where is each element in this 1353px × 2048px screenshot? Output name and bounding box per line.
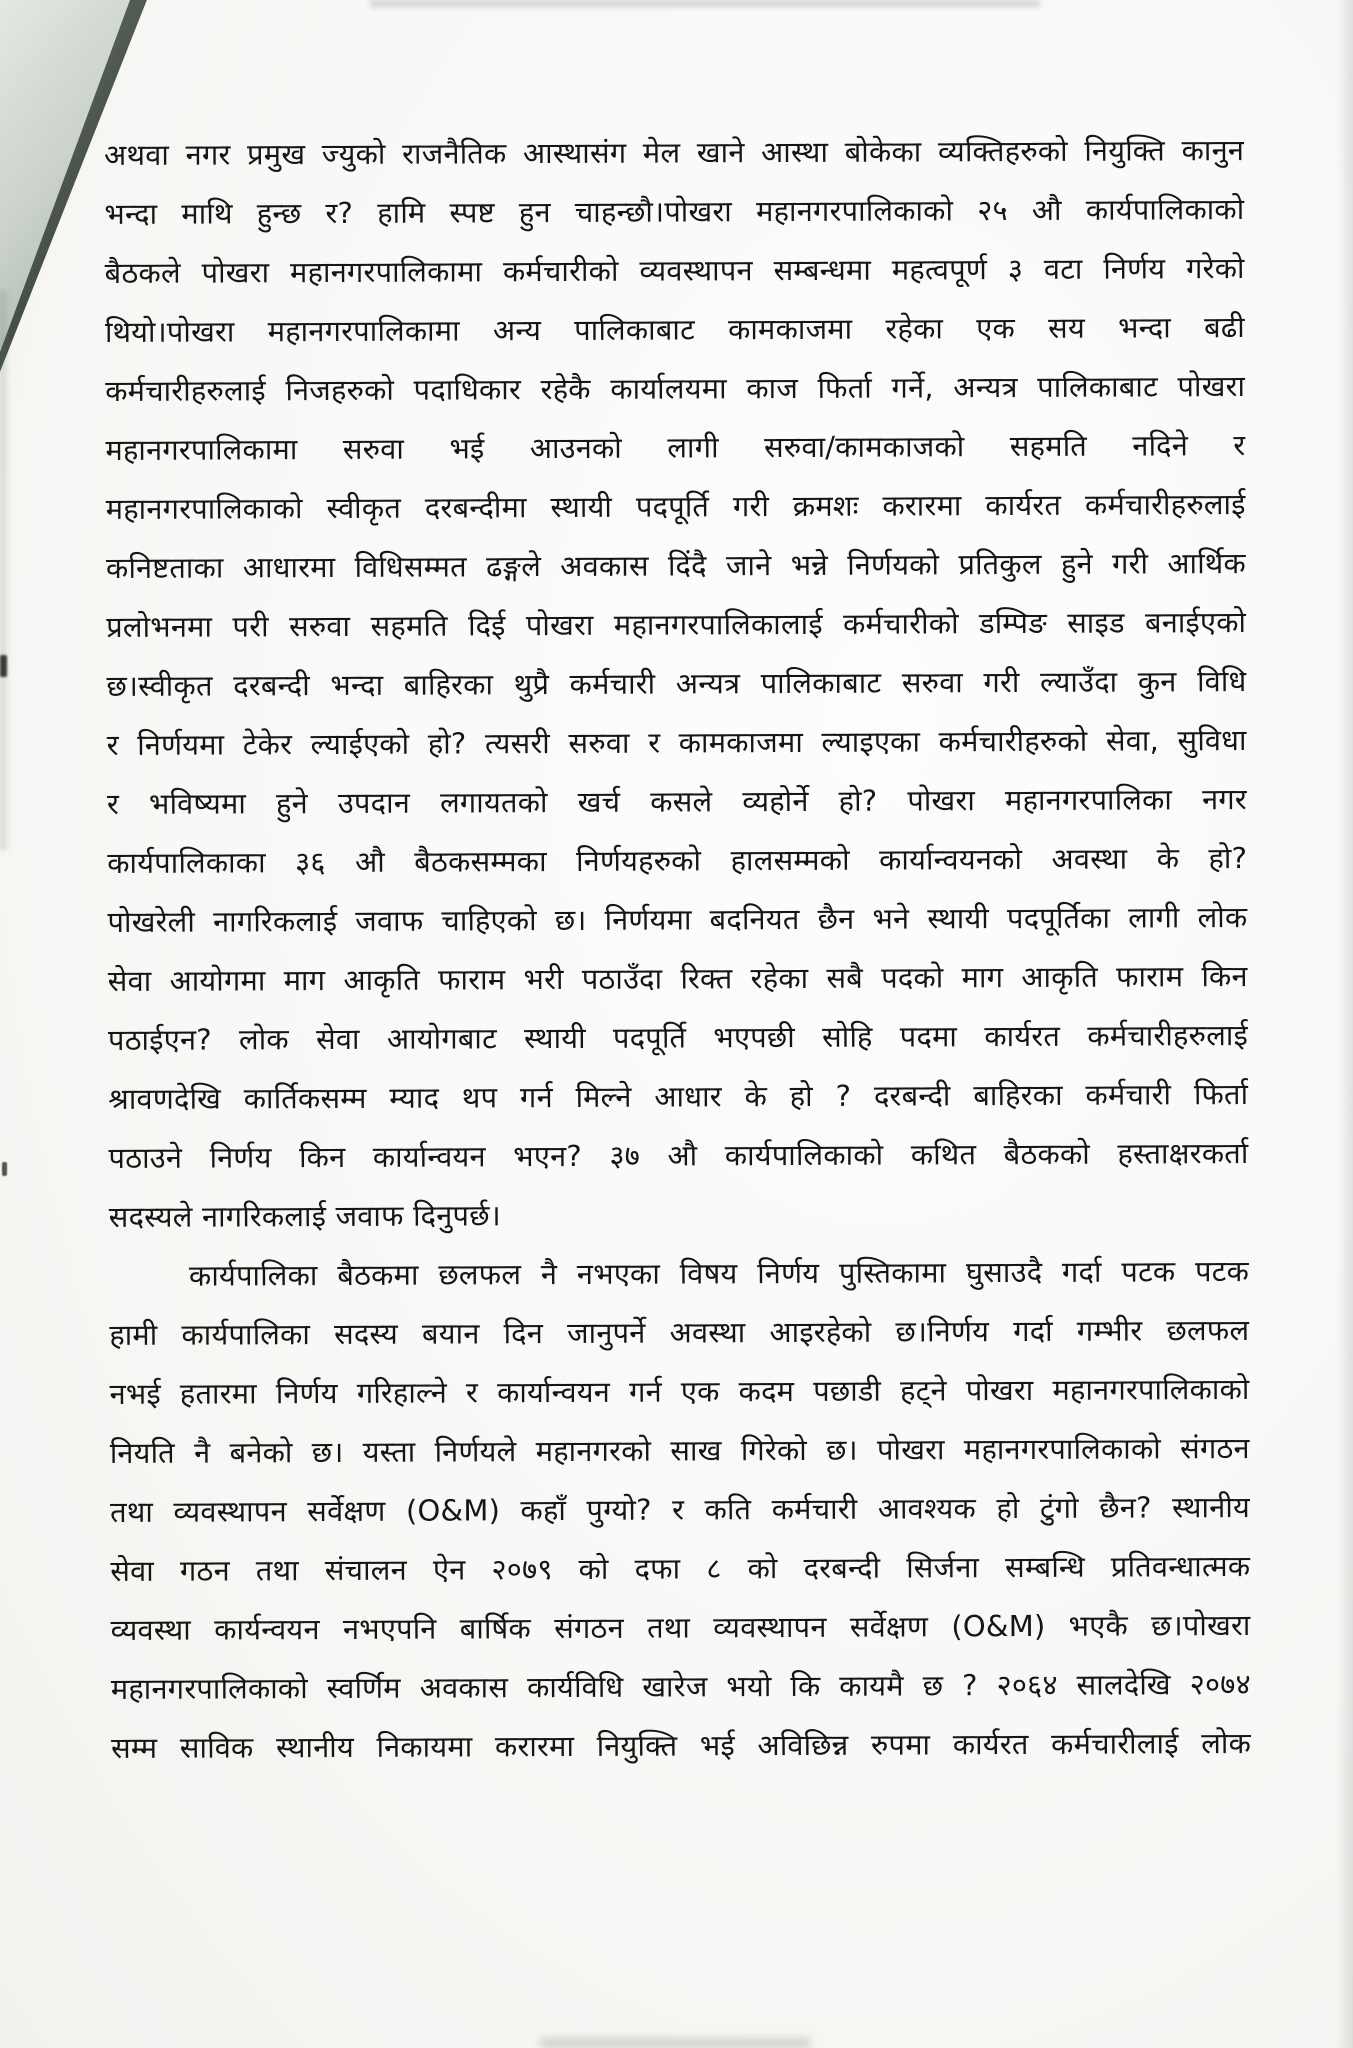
text-line: सेवा गठन तथा संचालन ऐन २०७९ को दफा ८ को दरबन्दी सिर्जना सम्बन्धि प्रतिवन्धात्मक: [110, 1549, 1251, 1588]
text-line: महानगरपालिकामा सरुवा भई आउनको लागी सरुवा/कामकाजको सहमति नदिने र: [105, 428, 1246, 467]
text-line: तथा व्यवस्थापन सर्वेक्षण (O&M) कहाँ पुग्यो? र कति कर्मचारी आवश्यक हो टुंगो छैन? स्थानीय: [109, 1490, 1251, 1529]
text-line: र भविष्यमा हुने उपदान लगायतको खर्च कसले व्यहोर्ने हो? पोखरा महानगरपालिका नगर: [106, 782, 1248, 821]
text-line: श्रावणदेखि कार्तिकसम्म म्याद थप गर्न मिल्ने आधार के हो ? दरबन्दी बाहिरका कर्मचारी फिर्ता: [108, 1077, 1249, 1116]
text-line: सदस्यले नागरिकलाई जवाफ दिनुपर्छ।: [108, 1198, 501, 1234]
text-line: पठाईएन? लोक सेवा आयोगबाट स्थायी पदपूर्ति भएपछी सोहि पदमा कार्यरत कर्मचारीहरुलाई: [107, 1018, 1249, 1057]
text-line: पोखरेली नागरिकलाई जवाफ चाहिएको छ। निर्णयमा बदनियत छैन भने स्थायी पदपूर्तिका लागी लोक: [107, 900, 1248, 939]
text-line: र निर्णयमा टेकेर ल्याईएको हो? त्यसरी सरुवा र कामकाजमा ल्याइएका कर्मचारीहरुको सेवा, सुविधा: [106, 723, 1247, 762]
document-text: [104, 121, 1251, 1778]
text-line: सम्म साविक स्थानीय निकायमा करारमा नियुक्ति भई अविछिन्न रुपमा कार्यरत कर्मचारीलाई लोक: [111, 1726, 1252, 1765]
text-line: महानगरपालिकाको स्वीकृत दरबन्दीमा स्थायी पदपूर्ति गरी क्रमशः करारमा कार्यरत कर्मचारीहरुलाई: [105, 487, 1246, 526]
text-line: पठाउने निर्णय किन कार्यान्वयन भएन? ३७ औ कार्यपालिकाको कथित बैठकको हस्ताक्षरकर्ता: [108, 1136, 1249, 1175]
text-line: नियति नै बनेको छ। यस्ता निर्णयले महानगरको साख गिरेको छ। पोखरा महानगरपालिकाको संगठन: [109, 1431, 1250, 1470]
text-line: कनिष्टताका आधारमा विधिसम्मत ढङ्गले अवकास दिंदै जाने भन्ने निर्णयको प्रतिकुल हुने गरी आर्थिक: [105, 546, 1246, 585]
scan-speck: [0, 655, 7, 677]
scan-speck: [2, 1162, 7, 1176]
text-line: कर्मचारीहरुलाई निजहरुको पदाधिकार रहेकै कार्यालयमा काज फिर्ता गर्ने, अन्यत्र पालिकाबाट पोखरा: [105, 369, 1246, 408]
text-line: कार्यपालिकाका ३६ औ बैठकसम्मका निर्णयहरुको हालसम्मको कार्यान्वयनको अवस्था के हो?: [107, 841, 1248, 880]
text-line: प्रलोभनमा परी सरुवा सहमति दिई पोखरा महानगरपालिकालाई कर्मचारीको डम्पिङ साइड बनाईएको: [106, 605, 1247, 644]
scan-left-shadow: [0, 290, 10, 850]
text-line: भन्दा माथि हुन्छ र? हामि स्पष्ट हुन चाहन्छौ।पोखरा महानगरपालिकाको २५ औ कार्यपालिकाको: [104, 192, 1245, 231]
scan-bottom-artifact: [540, 2038, 810, 2048]
scan-edge-artifact: [370, 0, 1040, 7]
text-line: हामी कार्यपालिका सदस्य बयान दिन जानुपर्ने अवस्था आइरहेको छ।निर्णय गर्दा गम्भीर छलफल: [109, 1313, 1250, 1352]
text-line: कार्यपालिका बैठकमा छलफल नै नभएका विषय निर्णय पुस्तिकामा घुसाउदै गर्दा पटक पटक: [188, 1254, 1250, 1293]
text-line: व्यवस्था कार्यन्वयन नभएपनि बार्षिक संगठन तथा व्यवस्थापन सर्वेक्षण (O&M) भएकै छ।पोखरा: [110, 1608, 1251, 1647]
text-line: बैठकले पोखरा महानगरपालिकामा कर्मचारीको व्यवस्थापन सम्बन्धमा महत्वपूर्ण ३ वटा निर्णय गरेको: [104, 251, 1245, 290]
scan-right-shadow: [1337, 0, 1353, 2048]
text-line: सेवा आयोगमा माग आकृति फाराम भरी पठाउँदा रिक्त रहेका सबै पदको माग आकृति फाराम किन: [107, 959, 1248, 998]
text-line: अथवा नगर प्रमुख ज्युको राजनैतिक आस्थासंग मेल खाने आस्था बोकेका व्यक्तिहरुको नियुक्ति कानुन: [104, 133, 1245, 172]
text-line: नभई हतारमा निर्णय गरिहाल्ने र कार्यान्वयन गर्न एक कदम पछाडी हट्ने पोखरा महानगरपालिकाको: [109, 1372, 1250, 1411]
text-line: छ।स्वीकृत दरबन्दी भन्दा बाहिरका थुप्रै कर्मचारी अन्यत्र पालिकाबाट सरुवा गरी ल्याउँदा कुन विधि: [106, 664, 1247, 703]
text-line: थियो।पोखरा महानगरपालिकामा अन्य पालिकाबाट कामकाजमा रहेका एक सय भन्दा बढी: [104, 310, 1245, 349]
text-line: महानगरपालिकाको स्वर्णिम अवकास कार्यविधि खारेज भयो कि कायमै छ ? २०६४ सालदेखि २०७४: [110, 1667, 1251, 1706]
